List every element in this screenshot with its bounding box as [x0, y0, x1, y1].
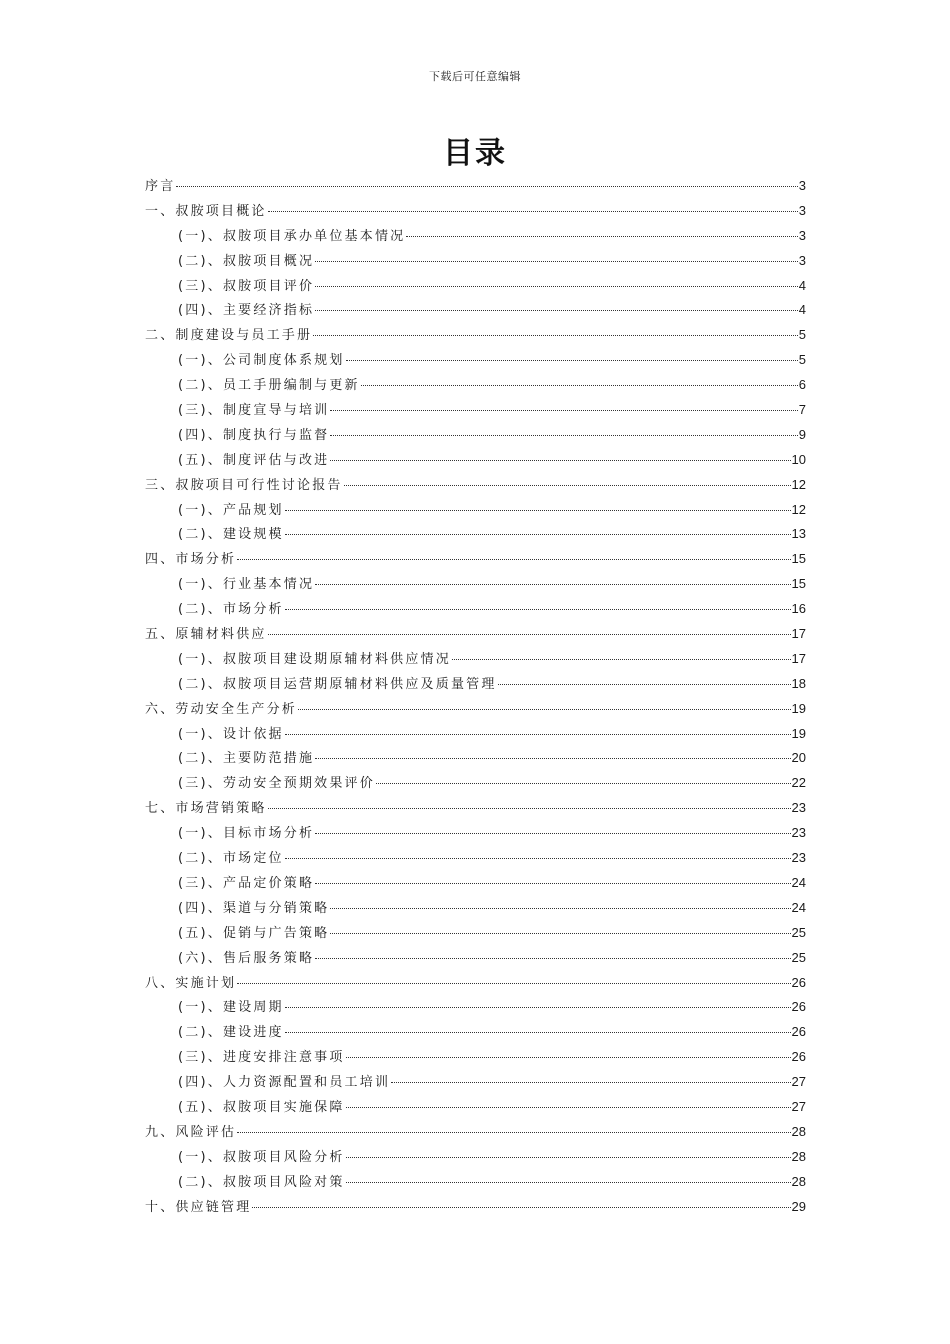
toc-page-number: 4 [798, 302, 806, 318]
toc-dot-leader [315, 757, 790, 759]
toc-chapter-entry[interactable] [145, 547, 806, 572]
toc-entry-title: (二)、叔胺项目概况 [178, 253, 315, 269]
toc-entry-title: 九、风险评估 [145, 1124, 237, 1140]
toc-page-number: 26 [791, 1024, 806, 1040]
toc-dot-leader [285, 608, 791, 610]
toc-section-entry[interactable] [145, 647, 806, 672]
toc-chapter-entry[interactable] [145, 697, 806, 722]
toc-dot-leader [346, 1106, 791, 1108]
toc-dot-leader [498, 683, 791, 685]
toc-section-entry[interactable] [145, 298, 806, 323]
toc-dot-leader [252, 1206, 790, 1208]
toc-page-number: 19 [791, 700, 806, 716]
toc-entry-title: (三)、制度宣导与培训 [178, 403, 330, 419]
toc-section-entry[interactable] [145, 1070, 806, 1095]
toc-entry-title: 一、叔胺项目概论 [145, 203, 267, 219]
toc-page-number: 24 [791, 874, 806, 890]
toc-entry-title: (一)、设计依据 [178, 726, 284, 742]
toc-entry-title: 三、叔胺项目可行性讨论报告 [145, 477, 343, 493]
toc-page-number: 3 [798, 178, 806, 193]
toc-page-number: 5 [798, 352, 806, 368]
toc-page-number: 26 [791, 1049, 806, 1065]
toc-dot-leader [176, 185, 797, 187]
toc-section-entry[interactable] [145, 498, 806, 523]
toc-page-number: 10 [791, 451, 806, 467]
toc-page-number: 27 [791, 1098, 806, 1114]
toc-page-number: 26 [791, 974, 806, 990]
toc-section-entry[interactable] [145, 771, 806, 796]
toc-page-number: 16 [791, 601, 806, 617]
toc-dot-leader [268, 210, 798, 212]
toc-entry-title: (一)、目标市场分析 [178, 826, 315, 842]
toc-page-number: 25 [791, 949, 806, 965]
toc-page-number: 15 [791, 551, 806, 567]
toc-dot-leader [285, 733, 791, 735]
toc-entry-title: (四)、制度执行与监督 [178, 427, 330, 443]
toc-dot-leader [285, 857, 791, 859]
toc-page-number: 18 [791, 675, 806, 691]
toc-section-entry[interactable] [145, 1145, 806, 1170]
toc-page-number: 23 [791, 800, 806, 816]
toc-page-number: 3 [798, 202, 806, 218]
toc-entry-title: (一)、叔胺项目建设期原辅材料供应情况 [178, 651, 451, 667]
toc-entry-title: (三)、叔胺项目评价 [178, 278, 315, 294]
toc-chapter-entry[interactable] [145, 1195, 806, 1220]
toc-section-entry[interactable] [145, 846, 806, 871]
toc-entry-title: (五)、促销与广告策略 [178, 925, 330, 941]
toc-page-number: 13 [791, 526, 806, 542]
toc-section-entry[interactable] [145, 249, 806, 274]
toc-entry-title: 五、原辅材料供应 [145, 627, 267, 643]
toc-entry-title: (一)、行业基本情况 [178, 577, 315, 593]
toc-page-number: 19 [791, 725, 806, 741]
toc-entry-title: 二、制度建设与员工手册 [145, 328, 313, 344]
toc-page-number: 5 [798, 327, 806, 343]
toc-section-entry[interactable] [145, 373, 806, 398]
toc-entry-title: 八、实施计划 [145, 975, 237, 991]
toc-page-number: 15 [791, 576, 806, 592]
toc-dot-leader [315, 957, 790, 959]
toc-entry-title: (六)、售后服务策略 [178, 950, 315, 966]
toc-dot-leader [346, 1181, 791, 1183]
toc-chapter-entry[interactable] [145, 323, 806, 348]
toc-dot-leader [344, 484, 791, 486]
toc-page-number: 28 [791, 1123, 806, 1139]
toc-entry-title: (二)、建设进度 [178, 1025, 284, 1041]
toc-entry-title: (一)、叔胺项目风险分析 [178, 1149, 345, 1165]
toc-dot-leader [237, 1131, 790, 1133]
toc-entry-title: 六、劳动安全生产分析 [145, 701, 298, 717]
toc-dot-leader [330, 434, 797, 436]
toc-entry-title: (五)、叔胺项目实施保障 [178, 1099, 345, 1115]
toc-section-entry[interactable] [145, 672, 806, 697]
toc-entry-title: (二)、叔胺项目运营期原辅材料供应及质量管理 [178, 676, 497, 692]
toc-section-entry[interactable] [145, 995, 806, 1020]
toc-entry-title: (四)、人力资源配置和员工培训 [178, 1075, 391, 1091]
toc-page-number: 9 [798, 426, 806, 442]
toc-entry-title: (一)、公司制度体系规划 [178, 353, 345, 369]
toc-entry-title: (四)、渠道与分销策略 [178, 900, 330, 916]
toc-entry-title: (二)、市场分析 [178, 602, 284, 618]
toc-dot-leader [315, 832, 790, 834]
toc-page-number: 28 [791, 1148, 806, 1164]
toc-dot-leader [330, 459, 790, 461]
toc-section-entry[interactable] [145, 1170, 806, 1195]
toc-page-number: 12 [791, 476, 806, 492]
toc-entry-title: 四、市场分析 [145, 552, 237, 568]
toc-dot-leader [346, 1056, 791, 1058]
toc-section-entry[interactable] [145, 722, 806, 747]
toc-section-entry[interactable] [145, 274, 806, 299]
toc-section-entry[interactable] [145, 746, 806, 771]
toc-entry-title: (二)、市场定位 [178, 851, 284, 867]
toc-section-entry[interactable] [145, 1095, 806, 1120]
toc-page-number: 26 [791, 999, 806, 1015]
toc-dot-leader [315, 309, 798, 311]
toc-page-number: 28 [791, 1173, 806, 1189]
toc-entry-title: 七、市场营销策略 [145, 801, 267, 817]
header-note: 下载后可任意编辑 [429, 70, 521, 83]
toc-chapter-entry[interactable] [145, 174, 806, 199]
toc-section-entry[interactable] [145, 423, 806, 448]
toc-dot-leader [315, 285, 798, 287]
toc-dot-leader [268, 633, 791, 635]
toc-chapter-entry[interactable] [145, 473, 806, 498]
toc-chapter-entry[interactable] [145, 796, 806, 821]
toc-entry-title: (三)、产品定价策略 [178, 875, 315, 891]
toc-page-number: 4 [798, 277, 806, 293]
toc-page-number: 7 [798, 402, 806, 418]
toc-dot-leader [330, 932, 790, 934]
toc-page-number: 22 [791, 775, 806, 791]
toc-section-entry[interactable] [145, 572, 806, 597]
toc-section-entry[interactable] [145, 522, 806, 547]
toc-dot-leader [298, 708, 791, 710]
toc-dot-leader [285, 1006, 791, 1008]
toc-section-entry[interactable] [145, 821, 806, 846]
toc-dot-leader [330, 409, 797, 411]
toc-dot-leader [285, 1031, 791, 1033]
toc-page-number: 6 [798, 377, 806, 393]
toc-dot-leader [376, 782, 791, 784]
toc-dot-leader [452, 658, 791, 660]
toc-chapter-entry[interactable] [145, 971, 806, 996]
toc-entry-title: (三)、进度安排注意事项 [178, 1050, 345, 1066]
toc-entry-title: 十、供应链管理 [145, 1199, 252, 1215]
toc-title: 目录 [443, 136, 507, 171]
toc-dot-leader [313, 334, 798, 336]
toc-chapter-entry[interactable] [145, 622, 806, 647]
toc-section-entry[interactable] [145, 398, 806, 423]
toc-entry-title: (二)、叔胺项目风险对策 [178, 1174, 345, 1190]
toc-page-number: 25 [791, 924, 806, 940]
toc-section-entry[interactable] [145, 921, 806, 946]
toc-section-entry[interactable] [145, 871, 806, 896]
toc-dot-leader [315, 882, 790, 884]
toc-chapter-entry[interactable] [145, 199, 806, 224]
toc-section-entry[interactable] [145, 1020, 806, 1045]
toc-entry-title: (二)、主要防范措施 [178, 751, 315, 767]
toc-page-number: 20 [791, 750, 806, 766]
toc-dot-leader [237, 558, 790, 560]
toc-section-entry[interactable] [145, 1045, 806, 1070]
toc-page-number: 23 [791, 850, 806, 866]
toc-page-number: 17 [791, 650, 806, 666]
toc-dot-leader [315, 583, 790, 585]
toc-section-entry[interactable] [145, 224, 806, 249]
toc-dot-leader [285, 533, 791, 535]
toc-page-number: 3 [798, 227, 806, 243]
toc-section-entry[interactable] [145, 946, 806, 971]
toc-page-number: 23 [791, 825, 806, 841]
toc-entry-title: 序言 [145, 179, 176, 194]
toc-dot-leader [237, 982, 790, 984]
toc-page-number: 12 [791, 501, 806, 517]
toc-entry-title: (二)、员工手册编制与更新 [178, 378, 360, 394]
toc-chapter-entry[interactable] [145, 1120, 806, 1145]
toc-section-entry[interactable] [145, 348, 806, 373]
table-of-contents [145, 174, 806, 1219]
toc-dot-leader [346, 359, 798, 361]
toc-dot-leader [268, 807, 791, 809]
toc-section-entry[interactable] [145, 597, 806, 622]
toc-page-number: 3 [798, 252, 806, 268]
toc-section-entry[interactable] [145, 896, 806, 921]
toc-section-entry[interactable] [145, 448, 806, 473]
toc-entry-title: (二)、建设规模 [178, 527, 284, 543]
toc-entry-title: (一)、建设周期 [178, 1000, 284, 1016]
toc-dot-leader [406, 235, 797, 237]
toc-dot-leader [361, 384, 798, 386]
toc-entry-title: (一)、产品规划 [178, 502, 284, 518]
toc-page-number: 24 [791, 899, 806, 915]
toc-page-number: 17 [791, 626, 806, 642]
toc-entry-title: (五)、制度评估与改进 [178, 452, 330, 468]
toc-dot-leader [315, 260, 798, 262]
toc-dot-leader [285, 509, 791, 511]
toc-page-number: 29 [791, 1198, 806, 1214]
toc-dot-leader [391, 1081, 790, 1083]
toc-dot-leader [346, 1156, 791, 1158]
toc-page-number: 27 [791, 1074, 806, 1090]
toc-entry-title: (一)、叔胺项目承办单位基本情况 [178, 228, 406, 244]
toc-entry-title: (三)、劳动安全预期效果评价 [178, 776, 375, 792]
toc-dot-leader [330, 907, 790, 909]
toc-entry-title: (四)、主要经济指标 [178, 303, 315, 319]
